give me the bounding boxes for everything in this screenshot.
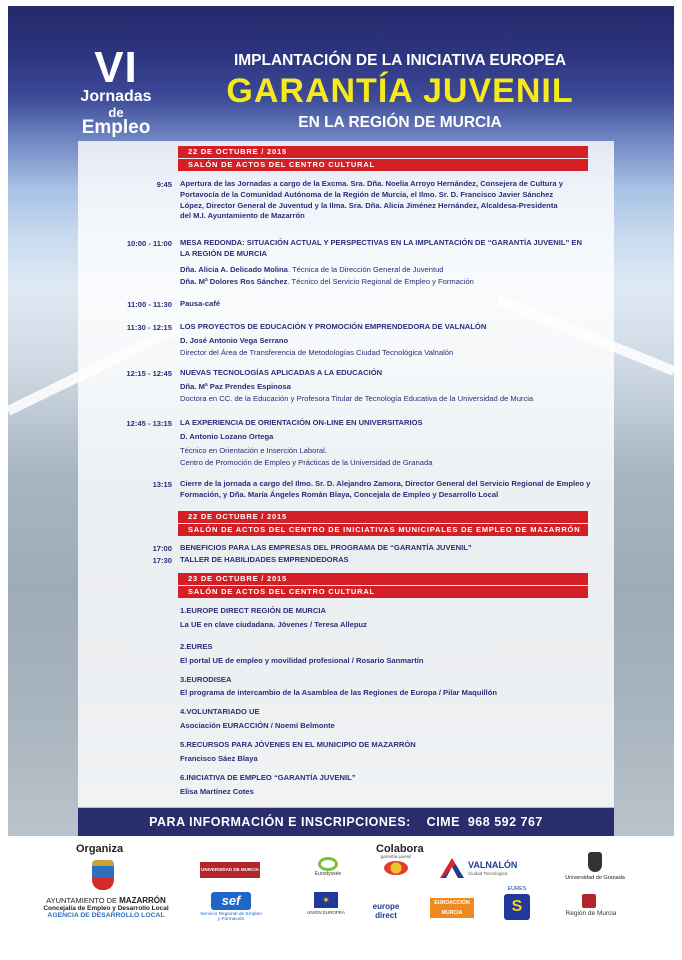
valnalon-logo [440, 858, 530, 880]
umu-logo [200, 862, 260, 878]
umu-logo-text: UNIVERSIDAD DE MURCIA [201, 867, 259, 872]
edition-line-3: Empleo [81, 117, 151, 138]
workshop-title: 2.EURES [180, 642, 213, 651]
speaker-role: . Técnico del Servicio Regional de Empleo y Formación [287, 277, 474, 286]
euroaccion-logo [430, 898, 474, 918]
date-bar: 22 DE OCTUBRE / 2015 [178, 511, 588, 523]
opening-line-3: López, Director General de Juventud y la Ilma. Sra. Dña. Alicia Jiménez Hernández, Alcaldesa-Presidenta [180, 200, 558, 210]
speaker-role: Centro de Promoción de Empleo y Prácticas de la Universidad de Granada [180, 458, 433, 467]
workshop-detail: Francisco Sáez Blaya [180, 754, 258, 763]
session-title: LA EXPERIENCIA DE ORIENTACIÓN ON-LINE EN UNIVERSITARIOS [180, 418, 423, 427]
time-label: 13:15 [152, 480, 172, 489]
mazarron-crest-icon [92, 860, 114, 890]
closing-line-1: Cierre de la jornada a cargo del Ilmo. Sr. D. Alejandro Zamora, Director General del Servicio Regional de Empleo y [180, 479, 591, 488]
speaker-role: Técnico en Orientación e Inserción Laboral. [180, 446, 327, 455]
speaker-name: Dña. Alicia A. Delicado Molina [180, 265, 288, 274]
eures-logo [500, 886, 534, 926]
concejalia: Concejalía de Empleo y Desarrollo Local [43, 905, 169, 912]
sef-icon: sef [211, 892, 251, 910]
date-bar: 23 DE OCTUBRE / 2015 [178, 573, 588, 585]
opening-text [180, 179, 600, 222]
region-crest-icon [582, 894, 596, 908]
speaker-name: Dña. Mª Dolores Ros Sánchez [180, 277, 288, 286]
info-bar: PARA INFORMACIÓN E INSCRIPCIONES: CIME 968 592 767 [78, 808, 614, 836]
ugr-logo [560, 852, 630, 888]
euroaccion-text: EUROACCIÓN MURCIA [434, 900, 470, 916]
session-title: TALLER DE HABILIDADES EMPRENDEDORAS [180, 555, 349, 564]
speaker-role: . Técnica de la Dirección General de Juventud [287, 265, 444, 274]
ugr-text: Universidad de Granada [565, 875, 625, 881]
ue-logo [296, 892, 356, 928]
workshop-title: 6.INICIATIVA DE EMPLEO “GARANTÍA JUVENIL” [180, 773, 356, 782]
europe-direct-text: europe direct [372, 902, 400, 920]
round-table-title [180, 238, 600, 260]
europe-direct-logo [366, 894, 406, 928]
speaker-name: D. Antonio Lozano Ortega [180, 432, 274, 441]
edition-number: VI [94, 43, 138, 92]
valnalon-icon [440, 858, 464, 878]
ayuntamiento-logo [36, 896, 176, 919]
workshop-title: 1.EUROPE DIRECT REGIÓN DE MURCIA [180, 606, 326, 615]
eurodyssee-text: Eurodyssée [314, 871, 342, 877]
session-title: LOS PROYECTOS DE EDUCACIÓN Y PROMOCIÓN EMPRENDEDORA DE VALNALÓN [180, 322, 487, 331]
title-top: IMPLANTACIÓN DE LA INICIATIVA EUROPEA [233, 52, 567, 69]
speaker-name: Dña. Mª Paz Prendes Espinosa [180, 382, 291, 391]
time-label: 17:00 [152, 544, 172, 553]
workshop-title: 4.VOLUNTARIADO UE [180, 707, 260, 716]
workshop-detail: Elisa Martínez Cotes [180, 787, 254, 796]
agencia: AGENCIA DE DESARROLLO LOCAL [47, 912, 165, 919]
region-murcia-logo [556, 896, 626, 922]
edition-line-1: Jornadas [80, 88, 152, 105]
sef-text: Servicio Regional de Empleo y Formación [200, 912, 262, 922]
edition-line-2: de [108, 105, 124, 120]
workshop-title: 3.EURODISEA [180, 675, 232, 684]
time-label: 11:30 - 12:15 [126, 323, 172, 332]
sef-logo [200, 892, 262, 932]
session-title: NUEVAS TECNOLOGÍAS APLICADAS A LA EDUCACIÓN [180, 368, 383, 377]
workshop-detail: El portal UE de empleo y movilidad profesional / Rosario Sanmartín [180, 656, 424, 665]
time-label: 12:45 - 13:15 [126, 419, 172, 428]
region-murcia-text: Región de Murcia [565, 910, 617, 917]
time-label: 10:00 - 11:00 [126, 239, 172, 248]
organiza-label: Organiza [76, 843, 124, 855]
valnalon-text: VALNALÓN [468, 860, 518, 870]
round-table-line-2: LA REGIÓN DE MURCIA [180, 248, 268, 258]
round-table-line-1: MESA REDONDA: SITUACIÓN ACTUAL Y PERSPECTIVAS EN LA IMPLANTACIÓN DE “GARANTÍA JUVENIL” EN [180, 238, 582, 247]
title-sub: EN LA REGIÓN DE MURCIA [298, 114, 502, 131]
time-label: 11:00 - 11:30 [127, 300, 172, 309]
garantia-juvenil-text: garantía juvenil [380, 854, 412, 859]
venue-bar: SALÓN DE ACTOS DEL CENTRO CULTURAL [178, 586, 588, 598]
venue-bar: SALÓN DE ACTOS DEL CENTRO CULTURAL [178, 159, 588, 171]
jornadas-badge [76, 43, 156, 138]
speaker-entry [180, 277, 600, 288]
speaker-role: Director del Área de Transferencia de Metodologías Ciudad Tecnológica Valnalón [180, 348, 454, 357]
date-bar: 22 DE OCTUBRE / 2015 [178, 146, 588, 158]
time-label: 12:15 - 12:45 [126, 369, 172, 378]
eures-icon: S [504, 894, 530, 920]
venue-bar: SALÓN DE ACTOS DEL CENTRO DE INICIATIVAS MUNICIPALES DE EMPLEO DE MAZARRÓN [178, 524, 588, 536]
workshop-detail: El programa de intercambio de la Asamblea de las Regiones de Europa / Pilar Maquillón [180, 688, 498, 697]
closing-line-2: Formación, y Dña. María Ángeles Román Blaya, Concejala de Empleo y Desarrollo Local [180, 489, 499, 499]
opening-line-4: del M.I. Ayuntamiento de Mazarrón [180, 211, 305, 221]
workshop-title: 5.RECURSOS PARA JÓVENES EN EL MUNICIPIO DE MAZARRÓN [180, 740, 416, 749]
eures-text: EURES [507, 886, 527, 892]
time-label: 9:45 [156, 180, 172, 189]
workshop-detail: La UE en clave ciudadana. Jóvenes / Teresa Allepuz [180, 620, 367, 629]
garantia-juvenil-icon [384, 861, 408, 875]
speaker-entry [180, 265, 600, 276]
ayuntamiento-prefix: AYUNTAMIENTO DE [46, 896, 120, 905]
eurodyssee-logo [306, 857, 350, 881]
garantia-juvenil-logo [378, 854, 414, 884]
closing-text [180, 479, 600, 501]
speaker-role: Doctora en CC. de la Educación y Profesora Titular de Tecnología Educativa de la Universidad de Murcia [180, 394, 534, 403]
ayuntamiento-name [36, 896, 176, 905]
session-title: BENEFICIOS PARA LAS EMPRESAS DEL PROGRAMA DE “GARANTÍA JUVENIL” [180, 543, 472, 552]
time-label: 17:30 [152, 556, 172, 565]
workshop-detail: Asociación EURACCIÓN / Noemí Belmonte [180, 721, 335, 730]
valnalon-subtext: Ciudad Tecnológica [468, 871, 508, 876]
ayuntamiento-town: MAZARRÓN [119, 896, 166, 905]
opening-line-1: Apertura de las Jornadas a cargo de la Excma. Sra. Dña. Noelia Arroyo Hernández, Consejera de Cultura y [180, 179, 563, 188]
colabora-label: Colabora [376, 843, 424, 855]
ugr-crest-icon [588, 852, 602, 872]
coffee-break: Pausa-café [180, 299, 221, 308]
eu-flag-icon: ✶ [314, 892, 338, 908]
opening-line-2: Portavocía de la Comunidad Autónoma de la Región de Murcia, el Ilmo. Sr. D. Francisco Javier Sánchez [180, 189, 554, 199]
title-main: GARANTÍA JUVENIL [226, 72, 574, 110]
eurodyssee-icon [318, 857, 338, 871]
speaker-name: D. José Antonio Vega Serrano [180, 336, 289, 345]
ue-text: UNIÓN EUROPEA [307, 910, 345, 915]
